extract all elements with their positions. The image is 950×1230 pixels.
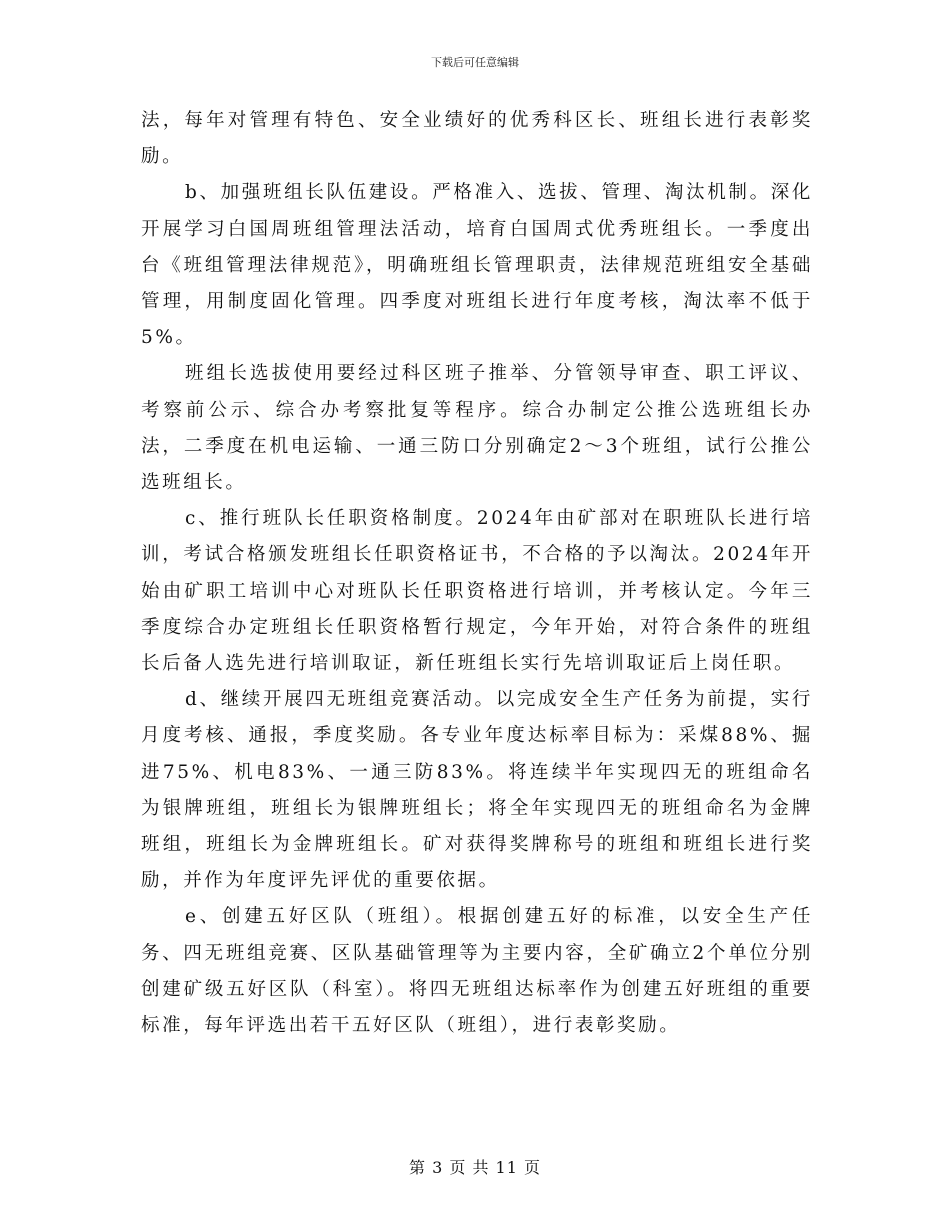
- paragraph-c-qualification-system: c、推行班队长任职资格制度。2024年由矿部对在职班队长进行培训，考试合格颁发班组长任职资格证书，不合格的予以淘汰。2024年开始由矿职工培训中心对班队长任职资格进行培训，并考核认定。今年三季度综合办定班组长任职资格暂行规定，今年开始，对符合条件的班组长后备人选先进行培训取证，新任班组长实行先培训取证后上岗任职。: [141, 508, 813, 675]
- paragraph-team-leader-selection: 班组长选拔使用要经过科区班子推举、分管领导审查、职工评议、考察前公示、综合办考察批复等程序。综合办制定公推公选班组长办法，二季度在机电运输、一通三防口分别确定2～3个班组，试行公推公选班组长。: [141, 363, 813, 494]
- paragraph-e-five-good-teams: e、创建五好区队（班组）。根据创建五好的标准，以安全生产任务、四无班组竞赛、区队基础管理等为主要内容，全矿确立2个单位分别创建矿级五好区队（科室）。将四无班组达标率作为创建五好班组的重要标准，每年评选出若干五好区队（班组），进行表彰奖励。: [141, 906, 813, 1037]
- page-header: 下载后可任意编辑: [431, 56, 519, 69]
- paragraph-continuation: 法，每年对管理有特色、安全业绩好的优秀科区长、班组长进行表彰奖励。: [141, 110, 813, 168]
- document-body: [141, 103, 813, 1044]
- page-footer: 第 3 页 共 11 页: [409, 1158, 541, 1177]
- paragraph-b-team-leader-building: b、加强班组长队伍建设。严格准入、选拔、管理、淘汰机制。深化开展学习白国周班组管理法活动，培育白国周式优秀班组长。一季度出台《班组管理法律规范》，明确班组长管理职责，法律规范班组安全基础管理，用制度固化管理。四季度对班组长进行年度考核，淘汰率不低于5%。: [141, 182, 813, 349]
- paragraph-d-four-none-competition: d、继续开展四无班组竞赛活动。以完成安全生产任务为前提，实行月度考核、通报，季度奖励。各专业年度达标率目标为：采煤88%、掘进75%、机电83%、一通三防83%。将连续半年实现四无的班组命名为银牌班组，班组长为银牌班组长；将全年实现四无的班组命名为金牌班组，班组长为金牌班组长。矿对获得奖牌称号的班组和班组长进行奖励，并作为年度评先评优的重要依据。: [141, 689, 813, 892]
